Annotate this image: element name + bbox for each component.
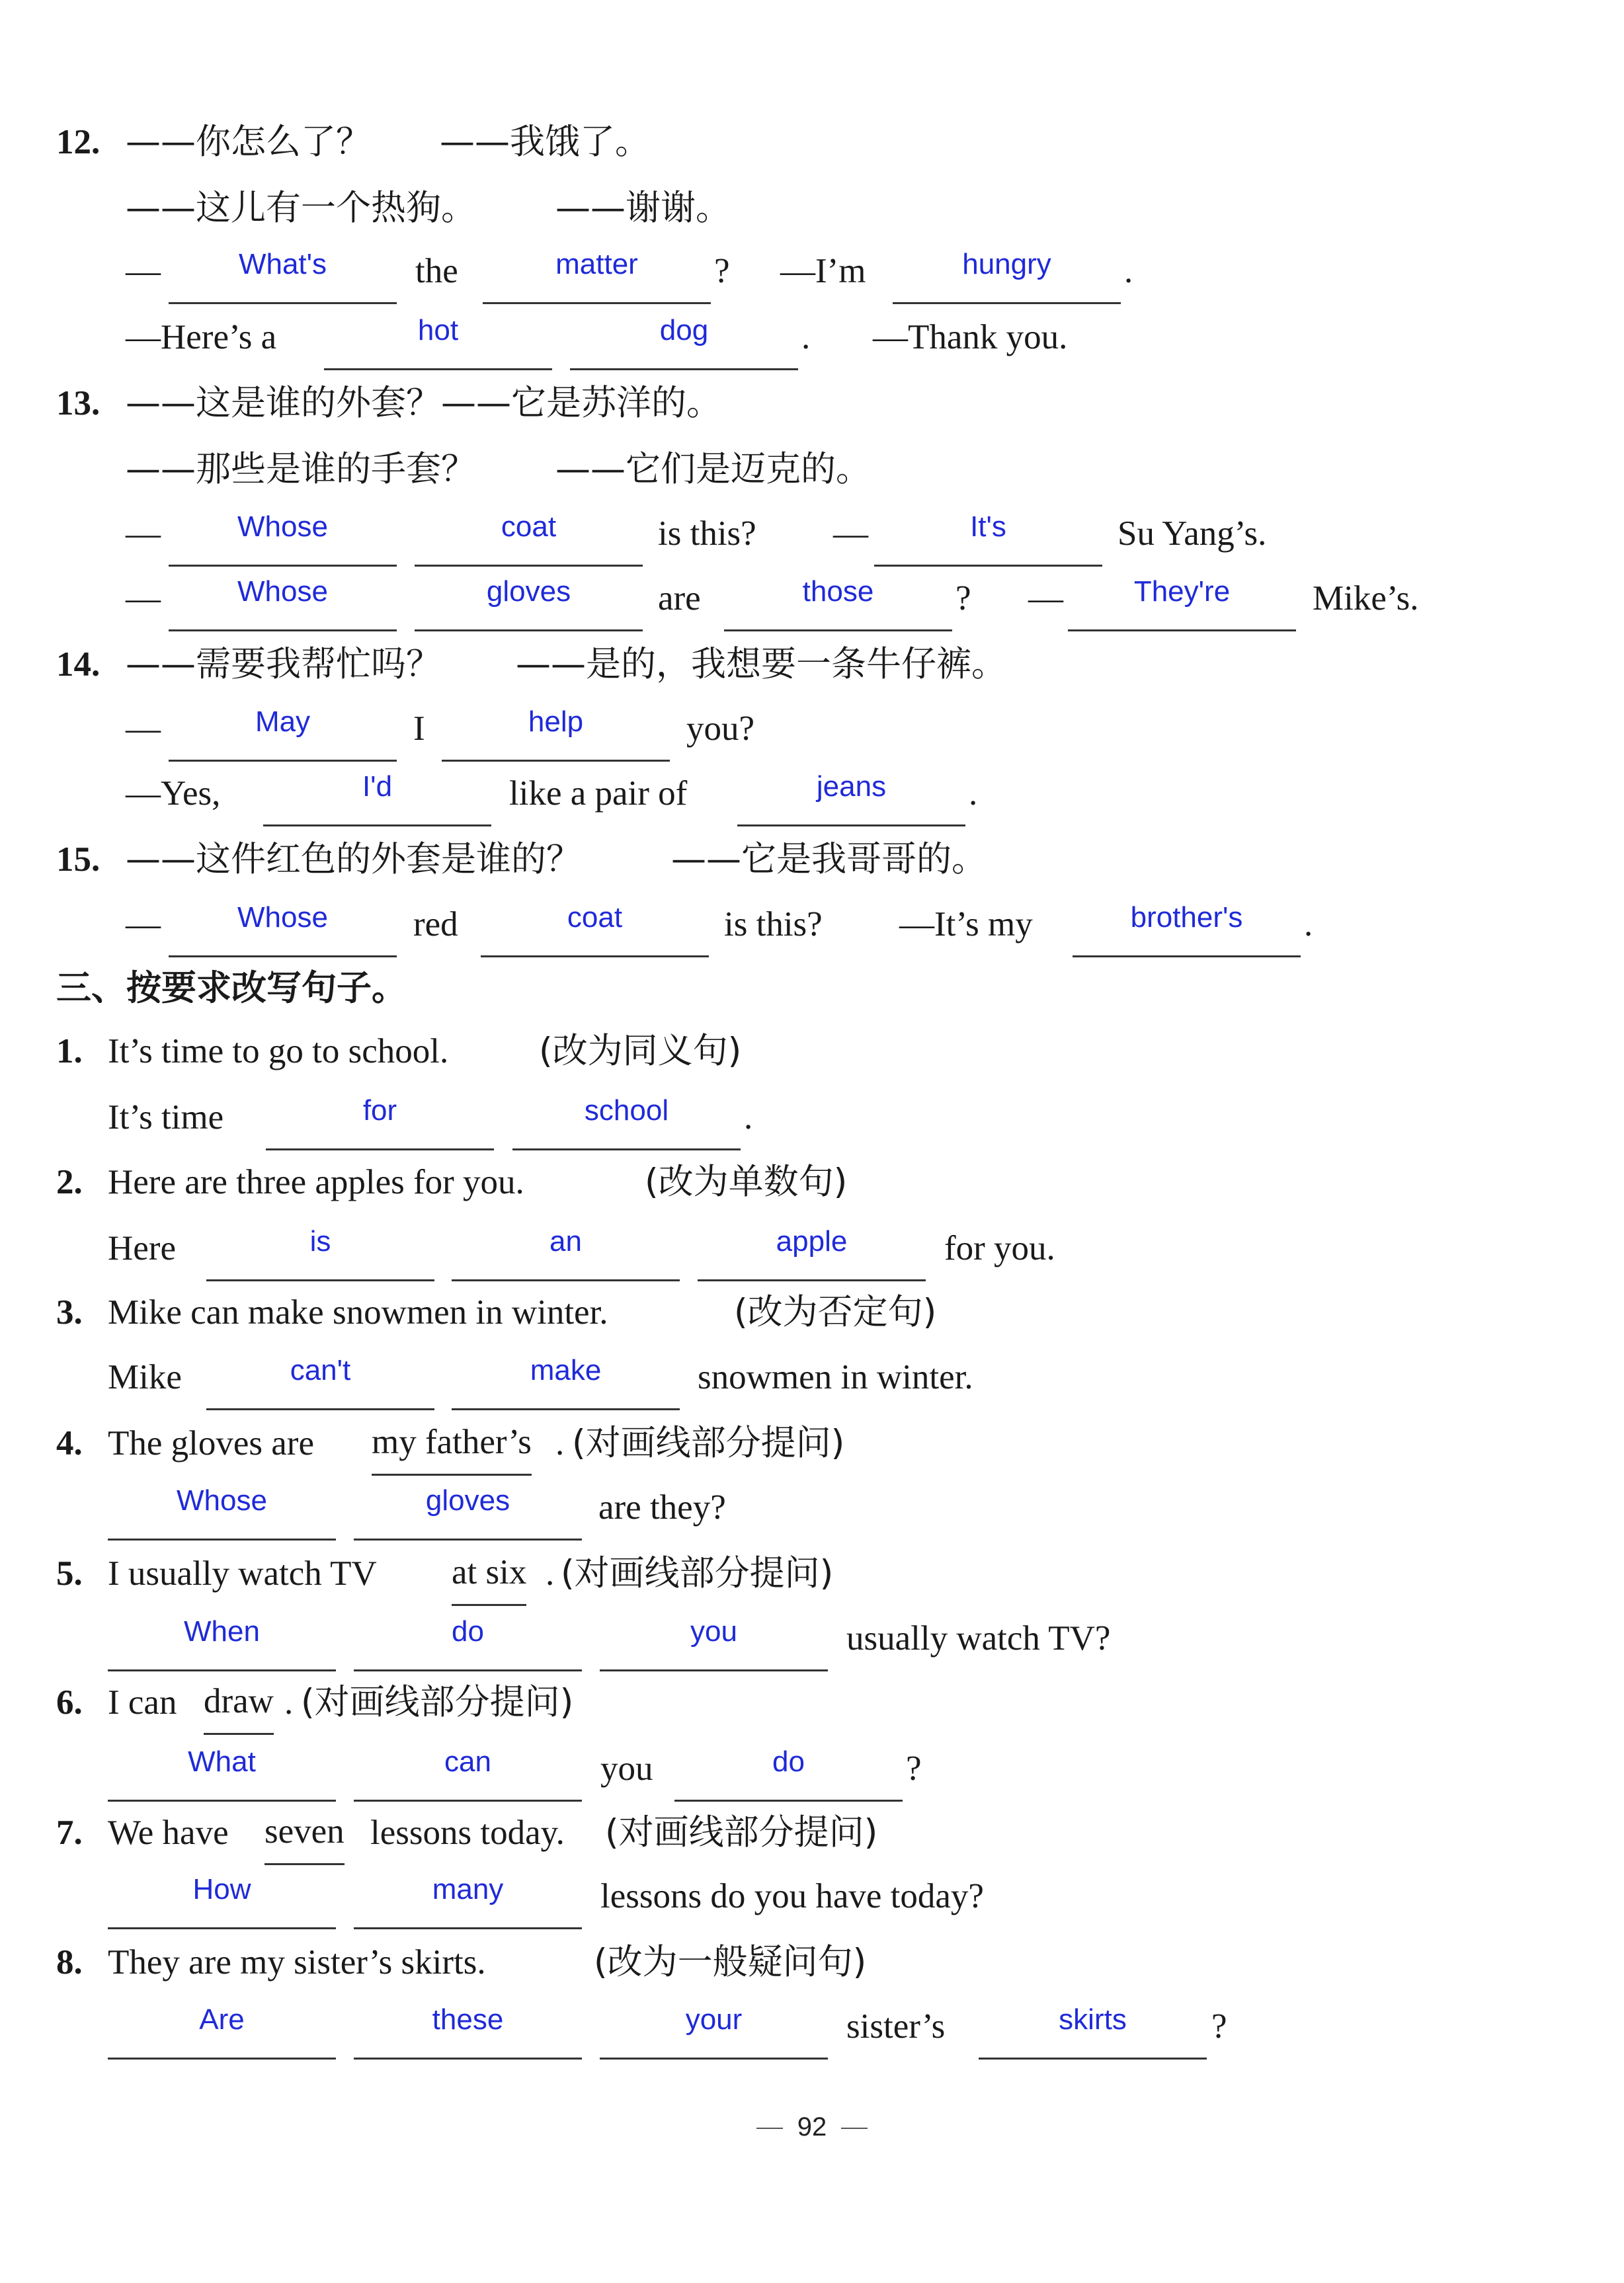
word: is this?: [724, 905, 823, 943]
answer-text: apple: [776, 1225, 848, 1258]
sentence-start: I can: [108, 1683, 177, 1722]
q15-prompt-1: [0, 826, 1624, 893]
s4-answer: [0, 1474, 1624, 1541]
s6-question: [0, 1669, 1624, 1736]
s8-answer: [0, 1993, 1624, 2060]
answer-text: these: [432, 2003, 504, 2036]
answer-blank[interactable]: [108, 1474, 336, 1541]
footer-dash: [841, 2128, 868, 2129]
answer-blank[interactable]: [263, 760, 491, 826]
s6-answer: [0, 1736, 1624, 1802]
s4-question: [0, 1410, 1624, 1476]
punct: .: [969, 774, 978, 813]
answer-blank[interactable]: [483, 238, 711, 304]
page-number: 92: [797, 2112, 827, 2142]
answer-text: can't: [290, 1354, 351, 1386]
s2-question: [0, 1149, 1624, 1215]
word: you: [600, 1749, 653, 1788]
chinese-text: ——它们是迈克的。: [555, 449, 871, 489]
answer-text: school: [584, 1094, 669, 1127]
question-number: 8.: [56, 1943, 83, 1982]
question-number: 4.: [56, 1424, 83, 1462]
answer-blank[interactable]: [108, 1736, 336, 1802]
word: are: [658, 579, 701, 618]
q15-answer-1: [0, 891, 1624, 957]
punct: .: [1124, 252, 1133, 290]
answer-blank[interactable]: [108, 1605, 336, 1671]
punct: .: [555, 1424, 565, 1462]
answer-text: Whose: [177, 1484, 267, 1517]
q13-prompt-2: [0, 436, 1624, 502]
sentence: They are my sister’s skirts.: [108, 1943, 486, 1982]
question-number: 12.: [56, 123, 101, 161]
word: for you.: [944, 1229, 1055, 1267]
footer-dash: [756, 2128, 783, 2129]
instruction: (对画线部分提问): [572, 1423, 845, 1463]
answer-text: jeans: [816, 770, 887, 803]
dash: —: [126, 709, 161, 748]
chinese-text: ——它是我哥哥的。: [671, 839, 987, 879]
s7-answer: [0, 1863, 1624, 1929]
instruction: (改为否定句): [734, 1292, 937, 1332]
q12-prompt-1: [0, 109, 1624, 175]
word: lessons do you have today?: [600, 1877, 984, 1915]
answer-blank[interactable]: [415, 565, 643, 631]
answer-blank[interactable]: [169, 696, 397, 762]
answer-text: is: [309, 1225, 331, 1258]
answer-blank[interactable]: [206, 1215, 434, 1281]
instruction: (改为单数句): [645, 1162, 848, 1202]
q14-answer-2: [0, 760, 1624, 826]
word: Mike’s.: [1313, 579, 1419, 618]
word: —I’m: [780, 252, 866, 290]
answer-text: help: [528, 705, 584, 738]
s3-question: [0, 1279, 1624, 1345]
answer-blank[interactable]: [737, 760, 965, 826]
answer-blank[interactable]: [570, 304, 798, 370]
s1-question: [0, 1018, 1624, 1084]
answer-text: matter: [555, 248, 638, 280]
answer-text: those: [802, 575, 874, 608]
sentence-end: lessons today.: [370, 1814, 565, 1852]
punct: ?: [906, 1749, 922, 1788]
chinese-text: ——这是谁的外套？——它是苏洋的。: [126, 383, 721, 423]
answer-blank[interactable]: [674, 1736, 903, 1802]
answer-text: do: [452, 1615, 484, 1648]
word: you?: [686, 709, 755, 748]
word: red: [413, 905, 458, 943]
punct: ?: [955, 579, 971, 618]
answer-blank[interactable]: [324, 304, 552, 370]
section-title: 三、按要求改写句子。: [56, 968, 407, 1008]
word: like a pair of: [509, 774, 688, 813]
answer-blank[interactable]: [354, 1993, 582, 2060]
answer-blank[interactable]: [893, 238, 1121, 304]
punct: .: [546, 1554, 555, 1593]
answer-blank[interactable]: [1068, 565, 1296, 631]
word: the: [415, 252, 458, 290]
answer-text: Whose: [237, 575, 328, 608]
answer-blank[interactable]: [600, 1993, 828, 2060]
punct: .: [744, 1098, 753, 1137]
question-number: 7.: [56, 1814, 83, 1852]
s5-question: [0, 1541, 1624, 1607]
word: usually watch TV?: [846, 1619, 1111, 1658]
answer-blank[interactable]: [698, 1215, 926, 1281]
section-heading: [0, 955, 1624, 1021]
answer-text: What: [188, 1745, 256, 1778]
word: is this?: [658, 514, 756, 553]
word: —Here’s a: [126, 318, 277, 356]
word: snowmen in winter.: [698, 1358, 973, 1396]
answer-blank[interactable]: [874, 501, 1102, 567]
word: are they?: [598, 1488, 726, 1527]
chinese-text: ——需要我帮忙吗？: [126, 644, 441, 684]
answer-text: Are: [199, 2003, 245, 2036]
answer-text: gloves: [425, 1484, 510, 1517]
answer-blank[interactable]: [452, 1344, 680, 1410]
s2-answer: [0, 1215, 1624, 1281]
answer-text: coat: [501, 510, 557, 543]
answer-blank[interactable]: [354, 1474, 582, 1541]
answer-text: many: [432, 1873, 504, 1905]
answer-blank[interactable]: [979, 1993, 1207, 2060]
word: —Yes,: [126, 774, 221, 813]
answer-blank[interactable]: [1073, 891, 1301, 957]
answer-text: brother's: [1130, 901, 1243, 934]
word: It’s time: [108, 1098, 224, 1137]
answer-text: gloves: [486, 575, 571, 608]
q12-prompt-2: [0, 175, 1624, 241]
sentence-start: We have: [108, 1814, 229, 1852]
dash: —: [126, 252, 161, 290]
q13-answer-1: [0, 501, 1624, 567]
q14-prompt-1: [0, 631, 1624, 698]
answer-blank[interactable]: [452, 1215, 680, 1281]
answer-blank[interactable]: [442, 696, 670, 762]
answer-blank[interactable]: [415, 501, 643, 567]
chinese-text: ——那些是谁的手套？: [126, 449, 476, 489]
instruction: (改为同义句): [539, 1031, 742, 1071]
sentence: Mike can make snowmen in winter.: [108, 1293, 608, 1332]
answer-blank[interactable]: [354, 1736, 582, 1802]
question-number: 1.: [56, 1032, 83, 1070]
question-number: 15.: [56, 840, 101, 879]
answer-blank[interactable]: [169, 891, 397, 957]
question-number: 6.: [56, 1683, 83, 1722]
answer-text: for: [362, 1094, 397, 1127]
question-number: 2.: [56, 1163, 83, 1201]
dash: —: [833, 514, 868, 553]
question-number: 14.: [56, 645, 101, 684]
answer-blank[interactable]: [206, 1344, 434, 1410]
chinese-text: ——这件红色的外套是谁的？: [126, 839, 581, 879]
answer-text: They're: [1133, 575, 1231, 608]
answer-text: your: [685, 2003, 743, 2036]
answer-blank[interactable]: [108, 1993, 336, 2060]
word: Mike: [108, 1358, 182, 1396]
word: —It’s my: [899, 905, 1033, 943]
answer-text: can: [444, 1745, 491, 1778]
sentence-start: I usually watch TV: [108, 1554, 377, 1593]
sentence: It’s time to go to school.: [108, 1032, 449, 1070]
punct: .: [801, 318, 811, 356]
question-number: 13.: [56, 384, 101, 422]
punct: ?: [1211, 2007, 1227, 2046]
instruction: (对画线部分提问): [605, 1812, 878, 1853]
s7-question: [0, 1800, 1624, 1866]
chinese-text: ——是的，我想要一条牛仔裤。: [516, 644, 1006, 684]
instruction: (改为一般疑问句): [594, 1942, 867, 1982]
s5-answer: [0, 1605, 1624, 1671]
underlined-part: draw: [204, 1669, 274, 1735]
q13-prompt-1: [0, 370, 1624, 436]
instruction: (对画线部分提问): [301, 1682, 574, 1722]
answer-text: hot: [417, 314, 459, 346]
s3-answer: [0, 1344, 1624, 1410]
answer-blank[interactable]: [724, 565, 952, 631]
answer-text: skirts: [1059, 2003, 1127, 2036]
word: sister’s: [846, 2007, 946, 2046]
answer-text: make: [530, 1354, 602, 1386]
chinese-text: ——谢谢。: [555, 188, 731, 228]
underlined-part: my father’s: [372, 1410, 532, 1476]
answer-text: dog: [659, 314, 709, 346]
punct: ?: [714, 252, 730, 290]
answer-text: do: [772, 1745, 805, 1778]
dash: —: [126, 579, 161, 618]
answer-text: coat: [567, 901, 623, 934]
chinese-text: ——这儿有一个热狗。: [126, 188, 476, 228]
punct: .: [284, 1683, 294, 1722]
answer-text: May: [255, 705, 311, 738]
chinese-text: ——你怎么了？: [126, 122, 371, 162]
answer-text: Whose: [237, 901, 328, 934]
answer-text: What's: [238, 248, 327, 280]
answer-blank[interactable]: [600, 1605, 828, 1671]
word: I: [413, 709, 425, 748]
sentence-start: The gloves are: [108, 1424, 314, 1462]
answer-text: you: [690, 1615, 737, 1648]
q12-answer-1: [0, 238, 1624, 304]
answer-blank[interactable]: [481, 891, 709, 957]
answer-text: Whose: [237, 510, 328, 543]
dash: —: [126, 514, 161, 553]
answer-blank[interactable]: [169, 238, 397, 304]
q12-answer-2: [0, 304, 1624, 370]
word: Su Yang’s.: [1117, 514, 1267, 553]
answer-blank[interactable]: [266, 1084, 494, 1150]
question-number: 5.: [56, 1554, 83, 1593]
s8-question: [0, 1929, 1624, 1995]
word: —Thank you.: [873, 318, 1068, 356]
answer-text: It's: [970, 510, 1006, 543]
answer-text: I'd: [362, 770, 393, 803]
q13-answer-2: [0, 565, 1624, 631]
answer-blank[interactable]: [169, 501, 397, 567]
answer-blank[interactable]: [512, 1084, 741, 1150]
answer-blank[interactable]: [354, 1605, 582, 1671]
chinese-text: ——我饿了。: [440, 122, 650, 162]
s1-answer: [0, 1084, 1624, 1150]
answer-text: an: [549, 1225, 582, 1258]
instruction: (对画线部分提问): [561, 1553, 834, 1593]
q14-answer-1: [0, 696, 1624, 762]
underlined-part: seven: [264, 1800, 345, 1865]
underlined-part: at six: [452, 1541, 526, 1606]
answer-text: hungry: [962, 248, 1051, 280]
dash: —: [1028, 579, 1063, 618]
question-number: 3.: [56, 1293, 83, 1332]
page-footer: [0, 2112, 1624, 2142]
answer-text: How: [192, 1873, 251, 1905]
word: Here: [108, 1229, 176, 1267]
punct: .: [1304, 905, 1313, 943]
answer-text: When: [184, 1615, 260, 1648]
answer-blank[interactable]: [169, 565, 397, 631]
answer-blank[interactable]: [108, 1863, 336, 1929]
sentence: Here are three apples for you.: [108, 1163, 524, 1201]
dash: —: [126, 905, 161, 943]
answer-blank[interactable]: [354, 1863, 582, 1929]
